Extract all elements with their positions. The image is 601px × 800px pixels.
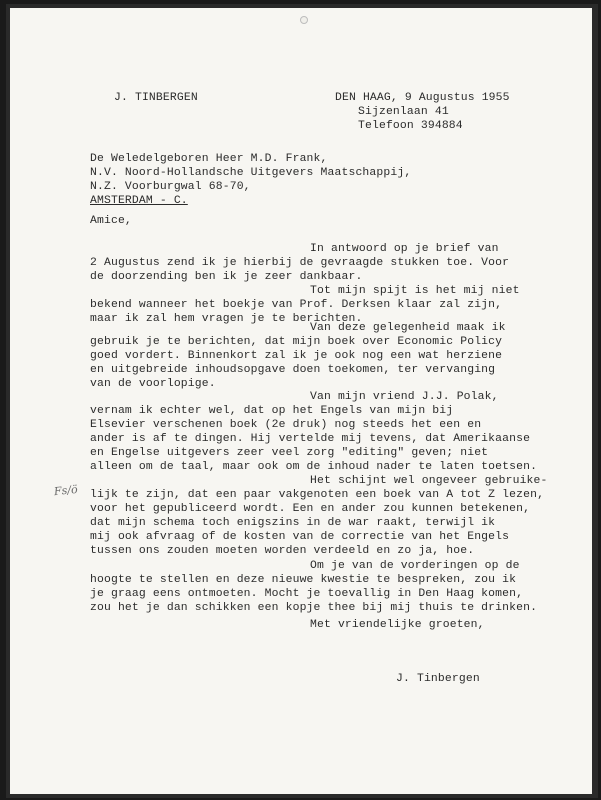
paragraph-line: mij ook afvraag of de kosten van de correctie van het Engels bbox=[90, 531, 510, 543]
paragraph-line: In antwoord op je brief van bbox=[310, 243, 499, 255]
paragraph-line: de doorzending ben ik je zeer dankbaar. bbox=[90, 271, 363, 283]
paragraph-line: van de voorlopige. bbox=[90, 378, 216, 390]
paragraph-line: dat mijn schema toch enigszins in de war raakt, terwijl ik bbox=[90, 517, 496, 529]
signature: J. Tinbergen bbox=[396, 673, 480, 685]
margin-annotation: Fs/ö bbox=[53, 482, 79, 499]
place-date: DEN HAAG, 9 Augustus 1955 bbox=[335, 92, 510, 104]
sender-phone: Telefoon 394884 bbox=[358, 120, 463, 132]
punch-hole bbox=[300, 16, 308, 24]
paragraph-line: Het schijnt wel ongeveer gebruike- bbox=[310, 475, 548, 487]
paragraph-5 bbox=[90, 474, 548, 558]
recipient-line-2: N.V. Noord-Hollandsche Uitgevers Maatschappij, bbox=[90, 167, 412, 179]
salutation: Amice, bbox=[90, 215, 132, 227]
paragraph-line: alleen om de taal, maar ook om de inhoud nader te laten toetsen. bbox=[90, 461, 538, 473]
paragraph-line: 2 Augustus zend ik je hierbij de gevraagde stukken toe. Voor bbox=[90, 257, 510, 269]
paragraph-4 bbox=[90, 390, 537, 474]
sender-street: Sijzenlaan 41 bbox=[358, 106, 449, 118]
paragraph-line: je graag eens ontmoeten. Mocht je toevallig in Den Haag komen, bbox=[90, 588, 524, 600]
letter-header bbox=[335, 91, 510, 133]
paragraph-line: zou het je dan schikken een kopje thee bij mij thuis te drinken. bbox=[90, 602, 538, 614]
paragraph-line: en Engelse uitgevers zeer veel zorg "editing" geven; niet bbox=[90, 447, 489, 459]
recipient-line-1: De Weledelgeboren Heer M.D. Frank, bbox=[90, 153, 328, 165]
closing: Met vriendelijke groeten, bbox=[310, 619, 485, 631]
paragraph-line: lijk te zijn, dat een paar vakgenoten een boek van A tot Z lezen, bbox=[90, 489, 545, 501]
paragraph-line: maar ik zal hem vragen je te berichten. bbox=[90, 313, 363, 325]
paragraph-line: Om je van de vorderingen op de bbox=[310, 560, 520, 572]
paragraph-1 bbox=[90, 242, 509, 284]
paragraph-line: ander is af te dingen. Hij vertelde mij tevens, dat Amerikaanse bbox=[90, 433, 531, 445]
paragraph-line: Van mijn vriend J.J. Polak, bbox=[310, 391, 499, 403]
paragraph-6 bbox=[90, 559, 537, 615]
paragraph-line: vernam ik echter wel, dat op het Engels van mijn bij bbox=[90, 405, 454, 417]
paragraph-line: voor het gepubliceerd wordt. Een en ander zou kunnen betekenen, bbox=[90, 503, 531, 515]
paragraph-line: tussen ons zouden moeten worden verdeeld en zo ja, hoe. bbox=[90, 545, 475, 557]
recipient-city: AMSTERDAM - C. bbox=[90, 195, 188, 207]
paragraph-line: goed vordert. Binnenkort zal ik je ook nog een wat herziene bbox=[90, 350, 503, 362]
paragraph-line: gebruik je te berichten, dat mijn boek over Economic Policy bbox=[90, 336, 503, 348]
paragraph-2 bbox=[90, 284, 520, 326]
paragraph-line: bekend wanneer het boekje van Prof. Derksen klaar zal zijn, bbox=[90, 299, 503, 311]
paragraph-3 bbox=[90, 321, 506, 391]
letter-page bbox=[10, 8, 592, 794]
recipient-line-3: N.Z. Voorburgwal 68-70, bbox=[90, 181, 251, 193]
paragraph-line: Elsevier verschenen boek (2e druk) nog steeds het een en bbox=[90, 419, 482, 431]
recipient-address bbox=[90, 152, 411, 208]
paragraph-line: Van deze gelegenheid maak ik bbox=[310, 322, 506, 334]
paragraph-line: en uitgebreide inhoudsopgave doen toekomen, ter vervanging bbox=[90, 364, 496, 376]
sender-name: J. TINBERGEN bbox=[114, 92, 198, 104]
paragraph-line: hoogte te stellen en deze nieuwe kwestie te bespreken, zou ik bbox=[90, 574, 517, 586]
paragraph-line: Tot mijn spijt is het mij niet bbox=[310, 285, 520, 297]
